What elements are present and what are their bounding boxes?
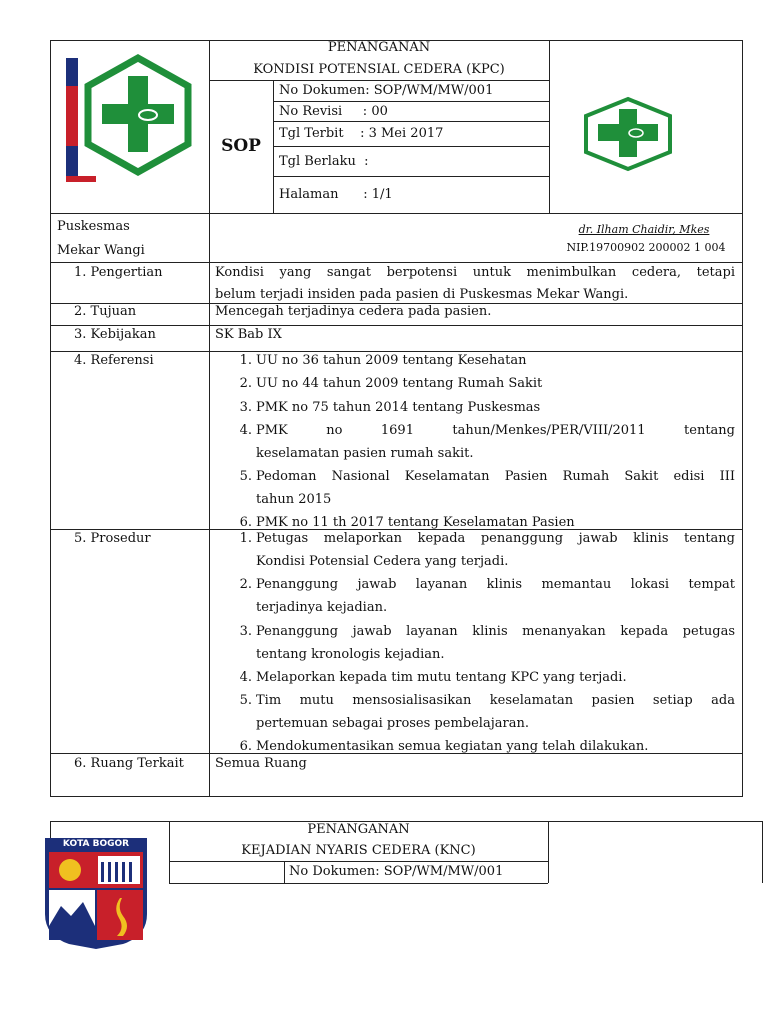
section-label-referensi: 4. Referensi [74, 353, 154, 368]
list-item: 1. UU no 36 tahun 2009 tentang Kesehatan [239, 353, 527, 368]
org-name-line1: Puskesmas [57, 219, 130, 234]
list-item: 2. UU no 44 tahun 2009 tentang Rumah Sakit [239, 376, 543, 391]
meta-effective-date: Tgl Berlaku : [279, 154, 369, 169]
list-item: 1. Petugas melaporkan kepada penanggung jawab klinis tentang Kondisi Potensial Cedera yang terjadi. [239, 531, 735, 569]
list-item: 2. Penanggung jawab layanan klinis memantau lokasi tempat terjadinya kejadian. [239, 577, 735, 615]
list-item: 4. PMK no 1691 tahun/Menkes/PER/VIII/2011 tentang keselamatan pasien rumah sakit. [239, 423, 735, 461]
section-label-pengertian: 1. Pengertian [74, 265, 163, 280]
puskesmas-logo-icon [78, 52, 198, 176]
list-item: 6. Mendokumentasikan semua kegiatan yang telah dilakukan. [239, 739, 649, 754]
section-label-prosedur: 5. Prosedur [74, 531, 151, 546]
ruang-terkait-text: Semua Ruang [215, 756, 307, 771]
doc-title-line1: PENANGANAN [327, 40, 431, 55]
list-item: 5. Pedoman Nasional Keselamatan Pasien Rumah Sakit edisi III tahun 2015 [239, 469, 735, 507]
section-label-tujuan: 2. Tujuan [74, 304, 137, 319]
logo-cell [60, 52, 200, 182]
section-label-ruang-terkait: 6. Ruang Terkait [74, 756, 184, 771]
sop-label: SOP [221, 136, 261, 156]
signer-name: dr. Ilham Chaidir, Mkes [578, 223, 710, 236]
doc2-title-line1: PENANGANAN [307, 822, 410, 837]
list-item: 5. Tim mutu mensosialisasikan keselamatan pasien setiap ada pertemuan sebagai proses pembelajaran. [239, 693, 735, 731]
kota-bogor-label: KOTA BOGOR [62, 839, 130, 849]
signer-nip: NIP.19700902 200002 1 004 [566, 241, 726, 254]
meta-doc-number: No Dokumen: SOP/WM/MW/001 [279, 83, 494, 98]
pengertian-text-line1: Kondisi yang sangat berpotensi untuk menimbulkan cedera, tetapi [215, 265, 735, 280]
kebijakan-text: SK Bab IX [215, 327, 282, 342]
doc2-title-line2: KEJADIAN NYARIS CEDERA (KNC) [241, 843, 476, 858]
doc2-doc-number: No Dokumen: SOP/WM/MW/001 [289, 864, 504, 879]
doc-title-line2: KONDISI POTENSIAL CEDERA (KPC) [253, 62, 505, 77]
list-item: 6. PMK no 11 th 2017 tentang Keselamatan Pasien [239, 515, 575, 530]
meta-revision: No Revisi : 00 [279, 104, 388, 119]
pengertian-text-line2: belum terjadi insiden pada pasien di Puskesmas Mekar Wangi. [215, 287, 629, 302]
meta-page: Halaman : 1/1 [279, 187, 393, 202]
kota-bogor-emblem [43, 836, 149, 950]
org-name-line2: Mekar Wangi [57, 243, 145, 258]
list-item: 3. PMK no 75 tahun 2014 tentang Puskesmas [239, 400, 541, 415]
tujuan-text: Mencegah terjadinya cedera pada pasien. [215, 304, 492, 319]
list-item: 3. Penanggung jawab layanan klinis menanyakan kepada petugas tentang kronologis kejadian. [239, 624, 735, 662]
section-label-kebijakan: 3. Kebijakan [74, 327, 156, 342]
list-item: 4. Melaporkan kepada tim mutu tentang KPC yang terjadi. [239, 670, 627, 685]
kota-bogor-emblem-icon [43, 836, 149, 950]
meta-issue-date: Tgl Terbit : 3 Mei 2017 [279, 126, 444, 141]
puskesmas-logo-icon [578, 96, 678, 172]
